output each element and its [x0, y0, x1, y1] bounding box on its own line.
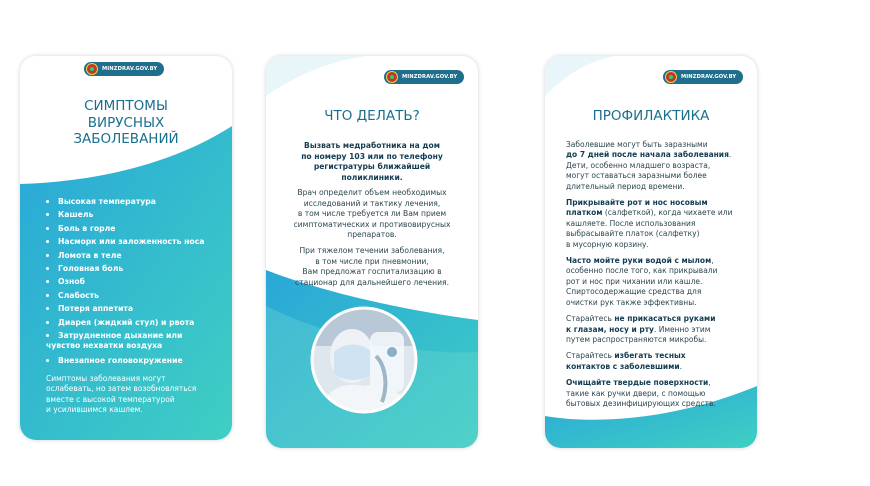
- symptoms-note: Симптомы заболевания могут ослабевать, но затем возобновляться вместе с высокой температурой и усилившимся кашлем.: [46, 374, 197, 415]
- list-item: Насморк или заложенность носа: [46, 235, 204, 248]
- prevention-panel: [545, 56, 757, 448]
- emblem-icon: [665, 71, 677, 83]
- list-item: Высокая температура: [46, 195, 204, 208]
- symptoms-panel: [20, 56, 232, 440]
- prevention-title: ПРОФИЛАКТИКА: [592, 108, 710, 124]
- list-item-breathing: Затрудненное дыхание или чувство нехватки воздуха: [46, 329, 204, 351]
- hospitalization-text: При тяжелом течении заболевания, в том числе при пневмонии, Вам предложат госпитализацию в стационар для дальнейшего лечения.: [295, 246, 449, 287]
- emblem-icon: [386, 71, 398, 83]
- prevention-para-touch: Старайтесь не прикасаться руками к глазам, носу и рту. Именно этим путем распространяются микробы.: [566, 314, 716, 344]
- what-to-do-title: ЧТО ДЕЛАТЬ?: [324, 108, 420, 124]
- doctor-decision-text: Врач определит объем необходимых исследований и тактику лечения, в том числе требуется ли Вам прием симптоматических и противовирусных препаратов.: [293, 188, 451, 240]
- prevention-para-wash: Часто мойте руки водой с мылом, особенно после того, как прикрывали рот и нос при чихании или кашле. Спиртосодержащие средства для очистки рук также эффективны.: [566, 256, 718, 307]
- list-item: Слабость: [46, 289, 204, 302]
- emblem-icon: [86, 63, 98, 75]
- minzdrav-logo[interactable]: MINZDRAV.GOV.BY: [384, 70, 464, 84]
- list-item: Потеря аппетита: [46, 302, 204, 315]
- prevention-text: [566, 140, 752, 409]
- list-item: Внезапное головокружение: [46, 354, 204, 367]
- list-item: Кашель: [46, 208, 204, 221]
- list-item: Головная боль: [46, 262, 204, 275]
- list-item: Диарея (жидкий стул) и рвота: [46, 316, 204, 329]
- list-item: Ломота в теле: [46, 249, 204, 262]
- what-to-do-panel: [266, 56, 478, 448]
- prevention-para-contagious: Заболевшие могут быть заразными до 7 дней после начала заболевания. Дети, особенно младшего возраста, могут оставаться заразными более длительный период времени.: [566, 140, 732, 191]
- list-item: Боль в горле: [46, 222, 204, 235]
- symptoms-title: СИМПТОМЫ ВИРУСНЫХ ЗАБОЛЕВАНИЙ: [73, 98, 179, 147]
- prevention-para-clean: Очищайте твердые поверхности, такие как ручки двери, с помощью бытовых дезинфицирующих средств.: [566, 378, 716, 408]
- minzdrav-logo[interactable]: MINZDRAV.GOV.BY: [84, 62, 164, 76]
- prevention-para-cover: Прикрывайте рот и нос носовым платком (салфеткой), когда чихаете или кашляете. После использования выбрасывайте платок (салфетку) в мусорную корзину.: [566, 198, 733, 249]
- minzdrav-logo[interactable]: MINZDRAV.GOV.BY: [663, 70, 743, 84]
- list-item: Озноб: [46, 275, 204, 288]
- call-doctor-text: Вызвать медработника на дом по номеру 103 или по телефону регистратуры ближайшей поликлиники.: [301, 141, 443, 182]
- symptoms-list: [46, 195, 204, 368]
- prevention-para-avoid: Старайтесь избегать тесных контактов с заболевшими.: [566, 351, 686, 371]
